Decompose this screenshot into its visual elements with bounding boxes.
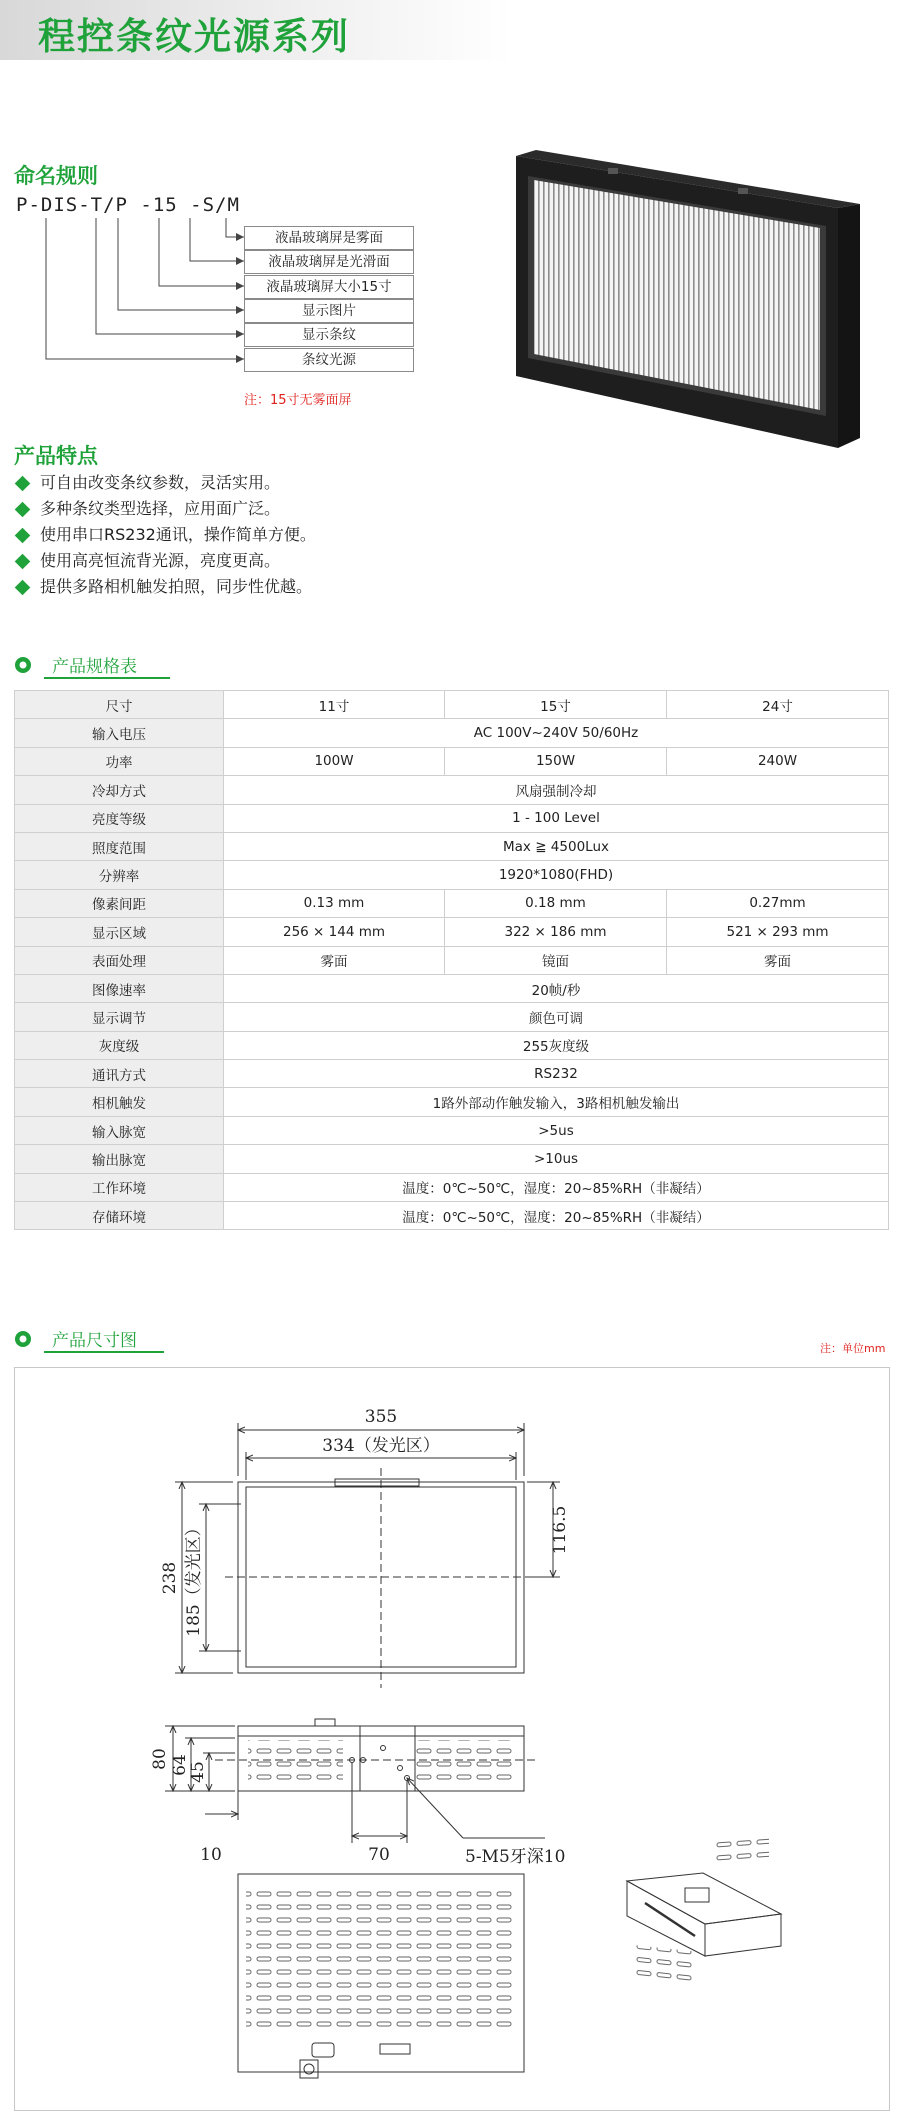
- spec-value-cell: 颜色可调: [224, 1003, 889, 1031]
- unit-note: 注：单位mm: [820, 1342, 886, 1355]
- spec-row: [15, 804, 889, 832]
- iso-view-side: [705, 1914, 781, 1956]
- spec-value-cell: 150W: [445, 747, 667, 775]
- feature-item: 使用高亮恒流背光源，亮度更高。: [14, 548, 280, 574]
- dim-side-10: 10: [200, 1845, 222, 1865]
- iso-view-front: [627, 1881, 705, 1956]
- connector-s: [190, 218, 244, 261]
- spec-row: [15, 974, 889, 1002]
- spec-value-cell: AC 100V~240V 50/60Hz: [224, 719, 889, 747]
- dim-width-total: 355: [364, 1407, 398, 1427]
- spec-value-cell: 1920*1080(FHD): [224, 861, 889, 889]
- connector-m: [226, 218, 244, 237]
- dim-center-offset: 116.5: [550, 1505, 570, 1555]
- spec-row: [15, 1003, 889, 1031]
- spec-key-cell: 存储环境: [15, 1202, 224, 1230]
- spec-key-cell: 显示区域: [15, 918, 224, 946]
- spec-value-cell: 521 × 293 mm: [667, 918, 889, 946]
- diamond-bullet-icon: [15, 501, 31, 517]
- spec-key-cell: 照度范围: [15, 832, 224, 860]
- spec-value-cell: 24寸: [667, 691, 889, 719]
- dim-side-45: 45: [188, 1761, 208, 1783]
- spec-row: [15, 946, 889, 974]
- spec-title-underline: [44, 677, 170, 679]
- naming-item-stripe-display: 显示条纹: [244, 323, 414, 347]
- spec-key-cell: 输出脉宽: [15, 1145, 224, 1173]
- spec-row: [15, 719, 889, 747]
- naming-item-stripe-light: 条纹光源: [244, 348, 414, 372]
- spec-value-cell: 15寸: [445, 691, 667, 719]
- feature-item: 多种条纹类型选择，应用面广泛。: [14, 496, 280, 522]
- diamond-bullet-icon: [15, 475, 31, 491]
- spec-title: 产品规格表: [52, 657, 137, 677]
- spec-value-cell: 1 - 100 Level: [224, 804, 889, 832]
- spec-value-cell: >5us: [224, 1116, 889, 1144]
- spec-key-cell: 冷却方式: [15, 776, 224, 804]
- dim-title-underline: [44, 1351, 164, 1353]
- feature-item: 使用串口RS232通讯，操作简单方便。: [14, 522, 316, 548]
- dim-height-total: 238: [160, 1561, 180, 1595]
- spec-value-cell: RS232: [224, 1060, 889, 1088]
- spec-value-cell: Max ≧ 4500Lux: [224, 832, 889, 860]
- spec-row: [15, 1173, 889, 1201]
- naming-item-glossy: 液晶玻璃屏是光滑面: [244, 250, 414, 274]
- features-title: 产品特点: [14, 444, 98, 468]
- spec-value-cell: 雾面: [224, 946, 445, 974]
- spec-value-cell: 0.27mm: [667, 889, 889, 917]
- spec-key-cell: 输入脉宽: [15, 1116, 224, 1144]
- spec-row: [15, 861, 889, 889]
- spec-key-cell: 输入电压: [15, 719, 224, 747]
- spec-value-cell: >10us: [224, 1145, 889, 1173]
- dim-title: 产品尺寸图: [52, 1331, 137, 1351]
- product-photo: [508, 148, 860, 448]
- diamond-bullet-icon: [15, 579, 31, 595]
- spec-value-cell: 雾面: [667, 946, 889, 974]
- spec-value-cell: 温度：0℃~50℃，湿度：20~85%RH（非凝结）: [224, 1202, 889, 1230]
- dim-width-emit: 334（发光区）: [322, 1436, 440, 1456]
- spec-key-cell: 图像速率: [15, 974, 224, 1002]
- spec-value-cell: 255灰度级: [224, 1031, 889, 1059]
- spec-value-cell: 100W: [224, 747, 445, 775]
- spec-row: [15, 1031, 889, 1059]
- dim-height-emit: 185（发光区）: [184, 1519, 204, 1637]
- dim-screw-note: 5-M5牙深10: [465, 1847, 566, 1867]
- back-view-vents: [246, 1884, 516, 2034]
- circle-bullet-icon: [14, 656, 32, 674]
- spec-key-cell: 分辨率: [15, 861, 224, 889]
- spec-key-cell: 相机触发: [15, 1088, 224, 1116]
- spec-value-cell: 风扇强制冷却: [224, 776, 889, 804]
- diamond-bullet-icon: [15, 553, 31, 569]
- spec-row: [15, 1202, 889, 1230]
- spec-value-cell: 240W: [667, 747, 889, 775]
- spec-row: [15, 832, 889, 860]
- spec-row: [15, 1088, 889, 1116]
- spec-value-cell: 256 × 144 mm: [224, 918, 445, 946]
- dimension-drawing-frame: [14, 1367, 890, 2111]
- connector-15: [159, 218, 244, 286]
- dim-side-70: 70: [368, 1845, 390, 1865]
- feature-item: 提供多路相机触发拍照，同步性优越。: [14, 574, 312, 600]
- spec-row: [15, 889, 889, 917]
- feature-item: 可自由改变条纹参数，灵活实用。: [14, 470, 280, 496]
- spec-value-cell: 11寸: [224, 691, 445, 719]
- model-code: P-DIS-T/P -15 -S/M: [16, 194, 240, 216]
- spec-row: [15, 1145, 889, 1173]
- spec-key-cell: 表面处理: [15, 946, 224, 974]
- spec-row: [15, 1060, 889, 1088]
- naming-connector-lines: [0, 214, 250, 374]
- spec-value-cell: 镜面: [445, 946, 667, 974]
- page-title: 程控条纹光源系列: [38, 15, 350, 58]
- diamond-bullet-icon: [15, 527, 31, 543]
- connector-dis: [46, 218, 244, 359]
- spec-row: [15, 776, 889, 804]
- spec-row: [15, 1116, 889, 1144]
- naming-title: 命名规则: [14, 164, 98, 188]
- spec-key-cell: 尺寸: [15, 691, 224, 719]
- iso-view-top: [627, 1873, 781, 1924]
- spec-row: [15, 691, 889, 719]
- spec-value-cell: 1路外部动作触发输入，3路相机触发输出: [224, 1088, 889, 1116]
- spec-key-cell: 工作环境: [15, 1173, 224, 1201]
- naming-item-size: 液晶玻璃屏大小15寸: [244, 275, 414, 299]
- dim-side-80: 80: [150, 1748, 170, 1770]
- naming-item-picture: 显示图片: [244, 299, 414, 323]
- spec-value-cell: 0.18 mm: [445, 889, 667, 917]
- connector-p: [118, 218, 244, 310]
- circle-bullet-icon: [14, 1330, 32, 1348]
- spec-value-cell: 322 × 186 mm: [445, 918, 667, 946]
- spec-key-cell: 显示调节: [15, 1003, 224, 1031]
- spec-value-cell: 温度：0℃~50℃，湿度：20~85%RH（非凝结）: [224, 1173, 889, 1201]
- side-view-connector: [315, 1719, 335, 1726]
- dimension-drawing: [15, 1368, 889, 2110]
- spec-value-cell: 20帧/秒: [224, 974, 889, 1002]
- spec-key-cell: 功率: [15, 747, 224, 775]
- naming-note: 注：15寸无雾面屏: [244, 393, 352, 408]
- spec-row: [15, 747, 889, 775]
- dim-side-64: 64: [170, 1754, 190, 1776]
- spec-key-cell: 亮度等级: [15, 804, 224, 832]
- spec-table: [14, 690, 889, 1230]
- spec-key-cell: 通讯方式: [15, 1060, 224, 1088]
- spec-key-cell: 像素间距: [15, 889, 224, 917]
- naming-item-matte: 液晶玻璃屏是雾面: [244, 226, 414, 250]
- spec-row: [15, 918, 889, 946]
- spec-value-cell: 0.13 mm: [224, 889, 445, 917]
- spec-key-cell: 灰度级: [15, 1031, 224, 1059]
